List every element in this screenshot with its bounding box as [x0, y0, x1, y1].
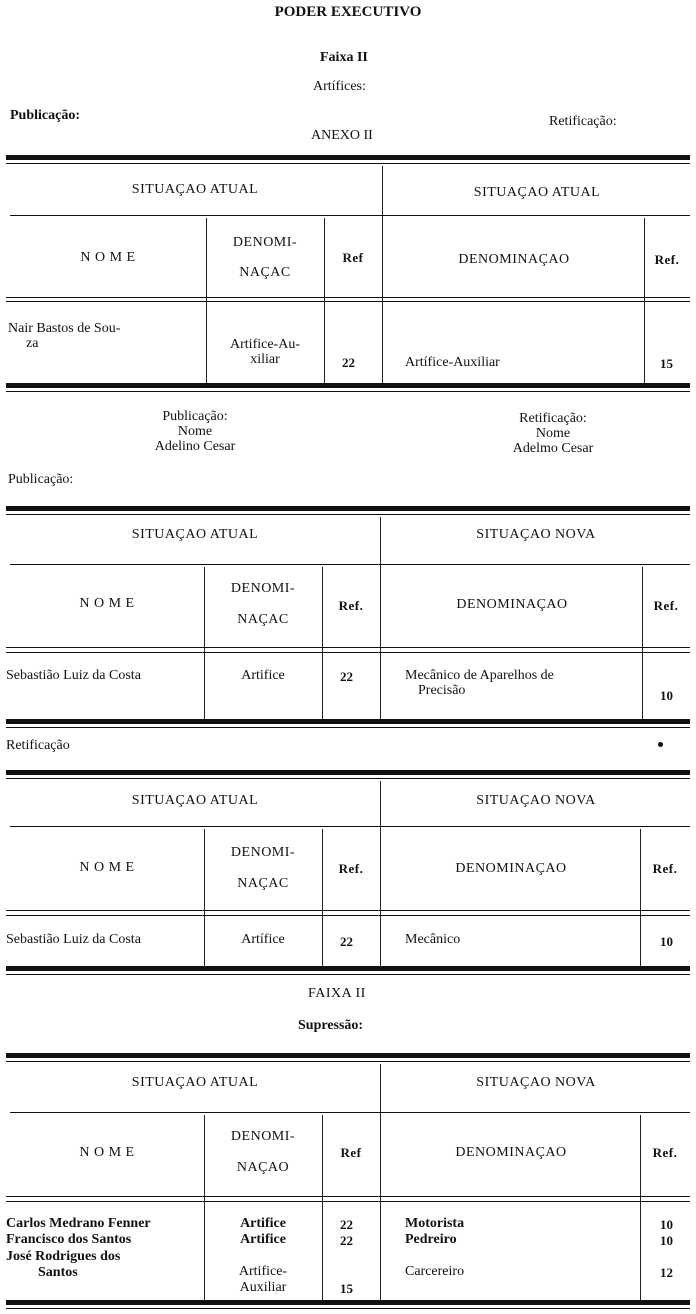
rule	[6, 1300, 690, 1305]
column-divider	[380, 781, 381, 971]
rule	[6, 966, 690, 971]
row-nova-ref: 12	[660, 1265, 673, 1280]
col-denom-header: DENOMI-	[232, 235, 298, 250]
retificacao2-label: Retificação	[6, 738, 70, 753]
publicacao2-label: Publicação:	[8, 472, 74, 487]
row-ref: 22	[340, 1233, 353, 1248]
column-divider	[322, 1115, 323, 1300]
faixa-heading: Faixa II	[320, 50, 368, 65]
rule	[6, 1196, 690, 1197]
ret-name: Adelmo Cesar	[512, 441, 594, 456]
row-denom: Artifice	[240, 1232, 286, 1247]
rule	[6, 1061, 690, 1062]
row-nome: Francisco dos Santos	[6, 1232, 132, 1247]
col-nome-header: N O M E	[80, 250, 136, 265]
rule	[6, 1308, 690, 1309]
col-denominacao-header: DENOMINAÇAO	[455, 861, 567, 876]
rule	[6, 647, 690, 648]
row-denom: Auxiliar	[239, 1280, 287, 1295]
rule	[6, 383, 690, 388]
faixa2-heading: FAIXA II	[308, 986, 366, 1001]
anexo-heading: ANEXO II	[311, 128, 373, 143]
retificacao-block	[468, 411, 638, 456]
row-nova-ref: 15	[660, 356, 673, 371]
rule	[6, 770, 690, 775]
row-nome: Carlos Medrano Fenner	[6, 1216, 151, 1231]
col-ref2-header: Ref.	[654, 252, 680, 267]
col-ref-header: Ref	[340, 1145, 362, 1160]
row-nova-denom: Mecânico	[405, 932, 461, 947]
publicacao-block	[110, 409, 280, 454]
col-ref-header: Ref.	[338, 598, 364, 613]
column-divider	[322, 567, 323, 720]
row-nova-ref: 10	[660, 1217, 673, 1232]
row-nova-denom: Carcereiro	[405, 1264, 465, 1279]
col-denom-header: DENOMI-	[230, 581, 296, 596]
rule	[6, 391, 690, 392]
rule	[6, 915, 690, 916]
col-denom-header: NAÇAO	[236, 1160, 290, 1175]
rule	[10, 564, 690, 565]
col-ref2-header: Ref.	[653, 598, 679, 613]
rule	[6, 301, 690, 302]
row-nome: Sebastião Luiz da Costa	[6, 668, 141, 683]
situacao-nova-header: SITUAÇAO ATUAL	[473, 185, 601, 200]
rule	[6, 910, 690, 911]
row-denom: Artifice-	[238, 1264, 288, 1279]
row-nome: Nair Bastos de Sou-	[8, 321, 121, 336]
row-nova-denom: Pedreiro	[405, 1232, 457, 1247]
row-nova-ref: 10	[660, 934, 673, 949]
rule	[6, 652, 690, 653]
situacao-atual-header: SITUAÇAO ATUAL	[131, 527, 259, 542]
col-nome-header: N O M E	[79, 596, 135, 611]
col-ref2-header: Ref.	[652, 861, 678, 876]
row-ref: 22	[340, 934, 353, 949]
rule	[6, 155, 690, 160]
col-denominacao-header: DENOMINAÇAO	[458, 252, 570, 267]
rule	[6, 778, 690, 779]
row-nova-ref: 10	[660, 688, 673, 703]
col-denominacao-header: DENOMINAÇAO	[455, 1145, 567, 1160]
row-nova-denom: Motorista	[405, 1216, 465, 1231]
situacao-nova-header: SITUAÇAO NOVA	[476, 1075, 596, 1090]
col-denom-header: DENOMI-	[230, 845, 296, 860]
publicacao-label: Publicação:	[10, 108, 80, 123]
row-denom: Artifice-Au-	[230, 337, 300, 352]
row-nome: José Rodrigues dos	[6, 1249, 121, 1264]
ret-label: Retificação:	[519, 411, 587, 426]
rule	[6, 506, 690, 511]
rule	[10, 1112, 690, 1113]
artifices-heading: Artífices:	[313, 79, 366, 94]
page-title: PODER EXECUTIVO	[274, 4, 422, 20]
column-divider	[642, 567, 643, 720]
col-ref-header: Ref.	[338, 861, 364, 876]
row-denom: xiliar	[250, 352, 280, 367]
rule	[6, 719, 690, 724]
supressao-heading: Supressão:	[298, 1018, 364, 1033]
col-denom-header: DENOMI-	[230, 1129, 296, 1144]
col-denom-header: NAÇAC	[237, 612, 289, 627]
situacao-atual-header: SITUAÇAO ATUAL	[131, 1075, 259, 1090]
col-nome-header: N O M E	[79, 1145, 135, 1160]
row-nome: Sebastião Luiz da Costa	[6, 932, 141, 947]
row-ref: 22	[340, 1217, 353, 1232]
column-divider	[380, 1064, 381, 1300]
row-nova-denom: Mecânico de Aparelhos de	[405, 668, 554, 683]
row-nome: Santos	[38, 1265, 78, 1280]
ink-dot	[658, 742, 663, 747]
rule	[6, 514, 690, 515]
col-ref-header: Ref	[342, 250, 364, 265]
situacao-nova-header: SITUAÇAO NOVA	[476, 527, 596, 542]
column-divider	[640, 829, 641, 971]
pub-nome: Nome	[177, 424, 213, 439]
row-denom: Artifice	[240, 1216, 286, 1231]
col-denom-header: NAÇAC	[239, 265, 291, 280]
row-ref: 22	[340, 669, 353, 684]
situacao-nova-header: SITUAÇAO NOVA	[476, 793, 596, 808]
pub-name: Adelino Cesar	[154, 439, 236, 454]
situacao-atual-header: SITUAÇAO ATUAL	[131, 793, 259, 808]
row-nova-ref: 10	[660, 1233, 673, 1248]
row-nova-denom: Precisão	[418, 683, 466, 698]
rule	[6, 1053, 690, 1058]
col-denom-header: NAÇAC	[237, 876, 289, 891]
pub-label: Publicação:	[162, 409, 228, 424]
retificacao-label: Retificação:	[549, 114, 617, 129]
column-divider	[322, 829, 323, 971]
ret-nome: Nome	[535, 426, 571, 441]
rule	[6, 974, 690, 975]
col-ref2-header: Ref.	[652, 1145, 678, 1160]
rule	[6, 163, 690, 164]
row-nome: za	[26, 336, 39, 351]
situacao-atual-header: SITUAÇAO ATUAL	[131, 182, 259, 197]
rule	[6, 297, 690, 298]
row-denom: Artifice	[241, 668, 285, 683]
column-divider	[382, 166, 383, 384]
col-denominacao-header: DENOMINAÇAO	[456, 597, 568, 612]
row-nova-denom: Artífice-Auxiliar	[405, 355, 500, 370]
rule	[6, 727, 690, 728]
column-divider	[380, 517, 381, 720]
row-denom: Artífice	[241, 932, 285, 947]
col-nome-header: N O M E	[79, 860, 135, 875]
row-ref: 22	[342, 355, 355, 370]
rule	[6, 1201, 690, 1202]
row-ref: 15	[340, 1281, 353, 1296]
rule	[10, 215, 690, 216]
rule	[10, 826, 690, 827]
column-divider	[640, 1115, 641, 1300]
